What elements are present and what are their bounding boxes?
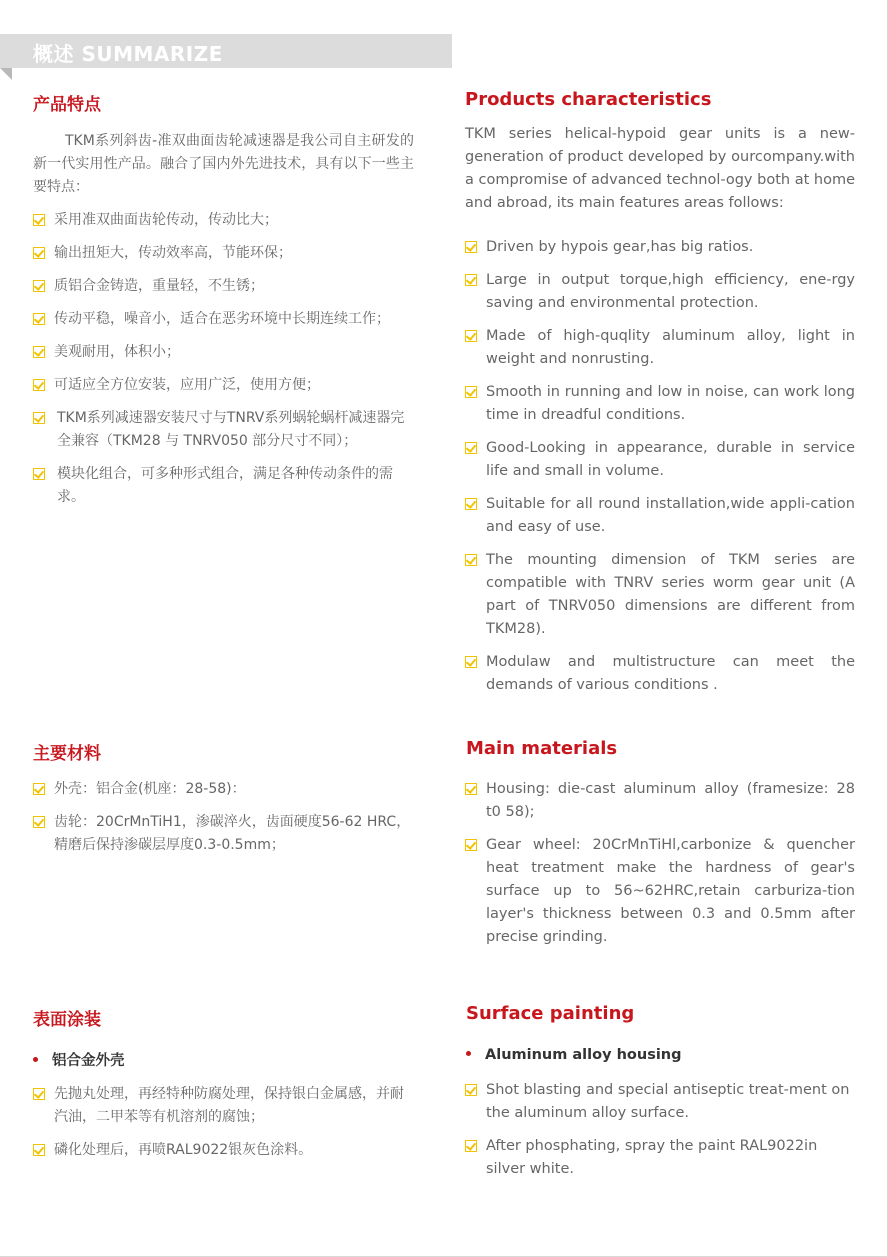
list-item: 磷化处理后，再喷RAL9022银灰色涂料。 (33, 1139, 414, 1162)
product-intro-en: TKM series helical-hypoid gear units is a new-generation of product developed by ourcompany.with a compromise of advanced technol-ogy both at home and abroad, its main features areas follows: (465, 126, 855, 211)
section-title-surface-en: Surface painting (466, 1003, 635, 1024)
surface-list-zh (33, 1083, 414, 1162)
checkbox-icon (33, 247, 45, 259)
list-item: 齿轮：20CrMnTiH1，渗碳淬火，齿面硬度56-62 HRC，精磨后保持渗碳层厚度0.3-0.5mm； (33, 811, 414, 857)
list-item: 可适应全方位安装，应用广泛，使用方便； (33, 374, 414, 397)
checkbox-icon (33, 280, 45, 292)
checkbox-icon (33, 412, 45, 424)
section-title-surface-zh: 表面涂装 (33, 1010, 101, 1030)
product-intro-zh: TKM系列斜齿-准双曲面齿轮减速器是我公司自主研发的新一代实用性产品。融合了国内外先进技术，具有以下一些主要特点： (33, 133, 414, 195)
surface-bullet-zh: 铝合金外壳 (33, 1049, 125, 1070)
checkbox-icon (33, 346, 45, 358)
checkbox-icon (465, 274, 477, 286)
checkbox-icon (465, 554, 477, 566)
checkbox-icon (465, 241, 477, 253)
list-item: 美观耐用，体积小； (33, 341, 414, 364)
list-item: 外壳：铝合金(机座：28-58)： (33, 778, 414, 801)
list-item: Smooth in running and low in noise, can work long time in dreadful conditions. (465, 381, 855, 427)
checkbox-icon (465, 656, 477, 668)
list-item: Driven by hypois gear,has big ratios. (465, 236, 855, 259)
list-item: After phosphating, spray the paint RAL9022in silver white. (465, 1135, 855, 1181)
checkbox-icon (33, 468, 45, 480)
checkbox-icon (33, 313, 45, 325)
checkbox-icon (465, 1140, 477, 1152)
checkbox-icon (33, 214, 45, 226)
list-item: Suitable for all round installation,wide appli-cation and easy of use. (465, 493, 855, 539)
list-item: Made of high-quqlity aluminum alloy, light in weight and nonrusting. (465, 325, 855, 371)
surface-list-en (465, 1079, 855, 1181)
list-item: 采用准双曲面齿轮传动，传动比大； (33, 209, 414, 232)
checkbox-icon (465, 1084, 477, 1096)
list-item: 质铝合金铸造，重量轻，不生锈； (33, 275, 414, 298)
checkbox-icon (465, 783, 477, 795)
bullet-dot-icon (466, 1051, 471, 1056)
checkbox-icon (465, 442, 477, 454)
list-item: 模块化组合，可多种形式组合，满足各种传动条件的需求。 (33, 463, 414, 509)
checkbox-icon (33, 783, 45, 795)
checkbox-icon (33, 379, 45, 391)
section-title-materials-en: Main materials (466, 738, 618, 759)
checkbox-icon (33, 1144, 45, 1156)
list-item: Good-Looking in appearance, durable in service life and small in volume. (465, 437, 855, 483)
list-item: 传动平稳，噪音小，适合在恶劣环境中长期连续工作； (33, 308, 414, 331)
list-item: Modulaw and multistructure can meet the demands of various conditions . (465, 651, 855, 697)
list-item: Large in output torque,high efficiency, ene-rgy saving and environmental protection. (465, 269, 855, 315)
checkbox-icon (465, 330, 477, 342)
list-item: 输出扭矩大，传动效率高，节能环保； (33, 242, 414, 265)
checkbox-icon (465, 839, 477, 851)
section-title-materials-zh: 主要材料 (33, 744, 101, 764)
materials-list-en (465, 778, 855, 949)
list-item: Gear wheel: 20CrMnTiHl,carbonize & quencher heat treatment make the hardness of gear's surface up to 56~62HRC,retain carburiza-tion layer's thickness between 0.3 and 0.5mm after precise grinding. (465, 834, 855, 949)
list-item: The mounting dimension of TKM series are compatible with TNRV series worm gear unit (A part of TNRV050 dimensions are different from TKM28). (465, 549, 855, 641)
page-title: 概述 SUMMARIZE (33, 42, 223, 66)
list-item: 先抛丸处理，再经特种防腐处理，保持银白金属感，并耐汽油，二甲苯等有机溶剂的腐蚀； (33, 1083, 414, 1129)
bullet-dot-icon (33, 1057, 38, 1062)
section-title-product-en: Products characteristics (465, 89, 712, 110)
checkbox-icon (465, 386, 477, 398)
surface-bullet-en: Aluminum alloy housing (466, 1047, 682, 1063)
section-title-product-zh: 产品特点 (33, 95, 101, 115)
product-list-en (465, 236, 855, 697)
checkbox-icon (33, 1088, 45, 1100)
materials-list-zh (33, 778, 414, 857)
checkbox-icon (33, 816, 45, 828)
list-item: Shot blasting and special antiseptic treat-ment on the aluminum alloy surface. (465, 1079, 855, 1125)
product-list-zh (33, 209, 414, 509)
checkbox-icon (465, 498, 477, 510)
list-item: Housing: die-cast aluminum alloy (framesize: 28 t0 58); (465, 778, 855, 824)
banner-fold (0, 68, 12, 80)
list-item: TKM系列减速器安装尺寸与TNRV系列蜗轮蜗杆减速器完全兼容（TKM28 与 TNRV050 部分尺寸不同）； (33, 407, 414, 453)
